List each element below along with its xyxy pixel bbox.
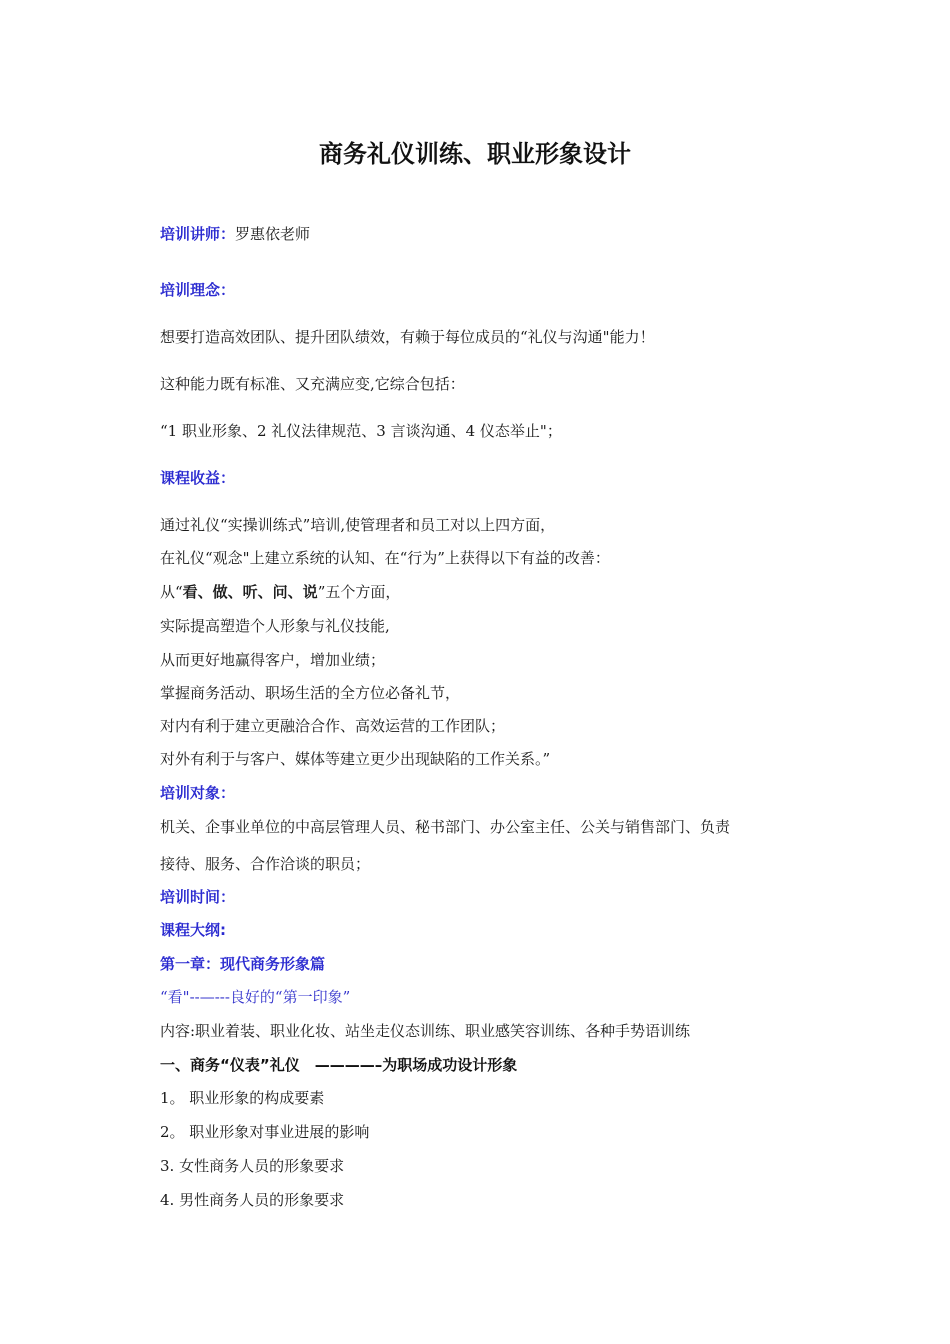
time-label: 培训时间： [160, 888, 236, 906]
time-heading [160, 886, 235, 908]
philosophy-line-1: 想要打造高效团队、提升团队绩效，有赖于每位成员的“礼仪与沟通"能力！ [160, 328, 655, 346]
outline-item-4: 4. 男性商务人员的形象要求 [160, 1191, 345, 1209]
benefits-line-3-bold: 看、做、听、问、说 [182, 583, 318, 601]
benefits-line-5: 从而更好地赢得客户，增加业绩； [160, 651, 386, 669]
outline-item-1: 1。 职业形象的构成要素 [160, 1089, 325, 1107]
chapter-1-subtitle: “看"--—---良好的“第一印象” [160, 988, 351, 1006]
philosophy-heading [160, 279, 235, 301]
document-title: 商务礼仪训练、职业形象设计 [319, 140, 631, 168]
audience-line-2: 接待、服务、合作洽谈的职员； [160, 855, 371, 873]
benefits-label: 课程收益： [160, 469, 236, 487]
benefits-line-8: 对外有利于与客户、媒体等建立更少出现缺陷的工作关系。” [160, 750, 551, 768]
benefits-line-2: 在礼仪“观念"上建立系统的认知、在“行为”上获得以下有益的改善： [160, 549, 610, 567]
audience-label: 培训对象： [160, 784, 236, 802]
benefits-line-6: 掌握商务活动、职场生活的全方位必备礼节， [160, 684, 461, 702]
benefits-line-4: 实际提高塑造个人形象与礼仪技能, [160, 617, 390, 635]
benefits-line-3-post: ”五个方面， [317, 583, 401, 601]
section-1-heading: 一、商务“仪表”礼仪 ————–为职场成功设计形象 [160, 1056, 518, 1074]
outline-item-3: 3. 女性商务人员的形象要求 [160, 1157, 345, 1175]
outline-item-2: 2。 职业形象对事业进展的影响 [160, 1123, 370, 1141]
chapter-1-content: 内容:职业着装、职业化妆、站坐走仪态训练、职业感笑容训练、各种手势语训练 [160, 1022, 691, 1040]
trainer-label: 培训讲师： [160, 225, 236, 243]
chapter-1-heading [160, 953, 325, 975]
benefits-line-3-pre: 从“ [160, 583, 183, 601]
outline-label: 课程大纲: [160, 921, 226, 939]
benefits-heading [160, 467, 235, 489]
philosophy-line-3: “1 职业形象、2 礼仪法律规范、3 言谈沟通、4 仪态举止"； [160, 422, 562, 440]
chapter-1-title: 第一章：现代商务形象篇 [160, 955, 326, 973]
benefits-line-1: 通过礼仪“实操训练式”培训,使管理者和员工对以上四方面， [160, 516, 556, 534]
trainer-value: 罗惠依老师 [235, 225, 311, 243]
philosophy-label: 培训理念： [160, 281, 236, 299]
audience-heading [160, 782, 235, 804]
audience-line-1: 机关、企事业单位的中高层管理人员、秘书部门、办公室主任、公关与销售部门、负责 [160, 818, 731, 836]
philosophy-line-2: 这种能力既有标准、又充满应变,它综合包括： [160, 375, 465, 393]
trainer-line [160, 223, 310, 245]
benefits-line-3 [160, 581, 400, 603]
benefits-line-7: 对内有利于建立更融洽合作、高效运营的工作团队； [160, 717, 506, 735]
outline-heading [160, 919, 226, 941]
